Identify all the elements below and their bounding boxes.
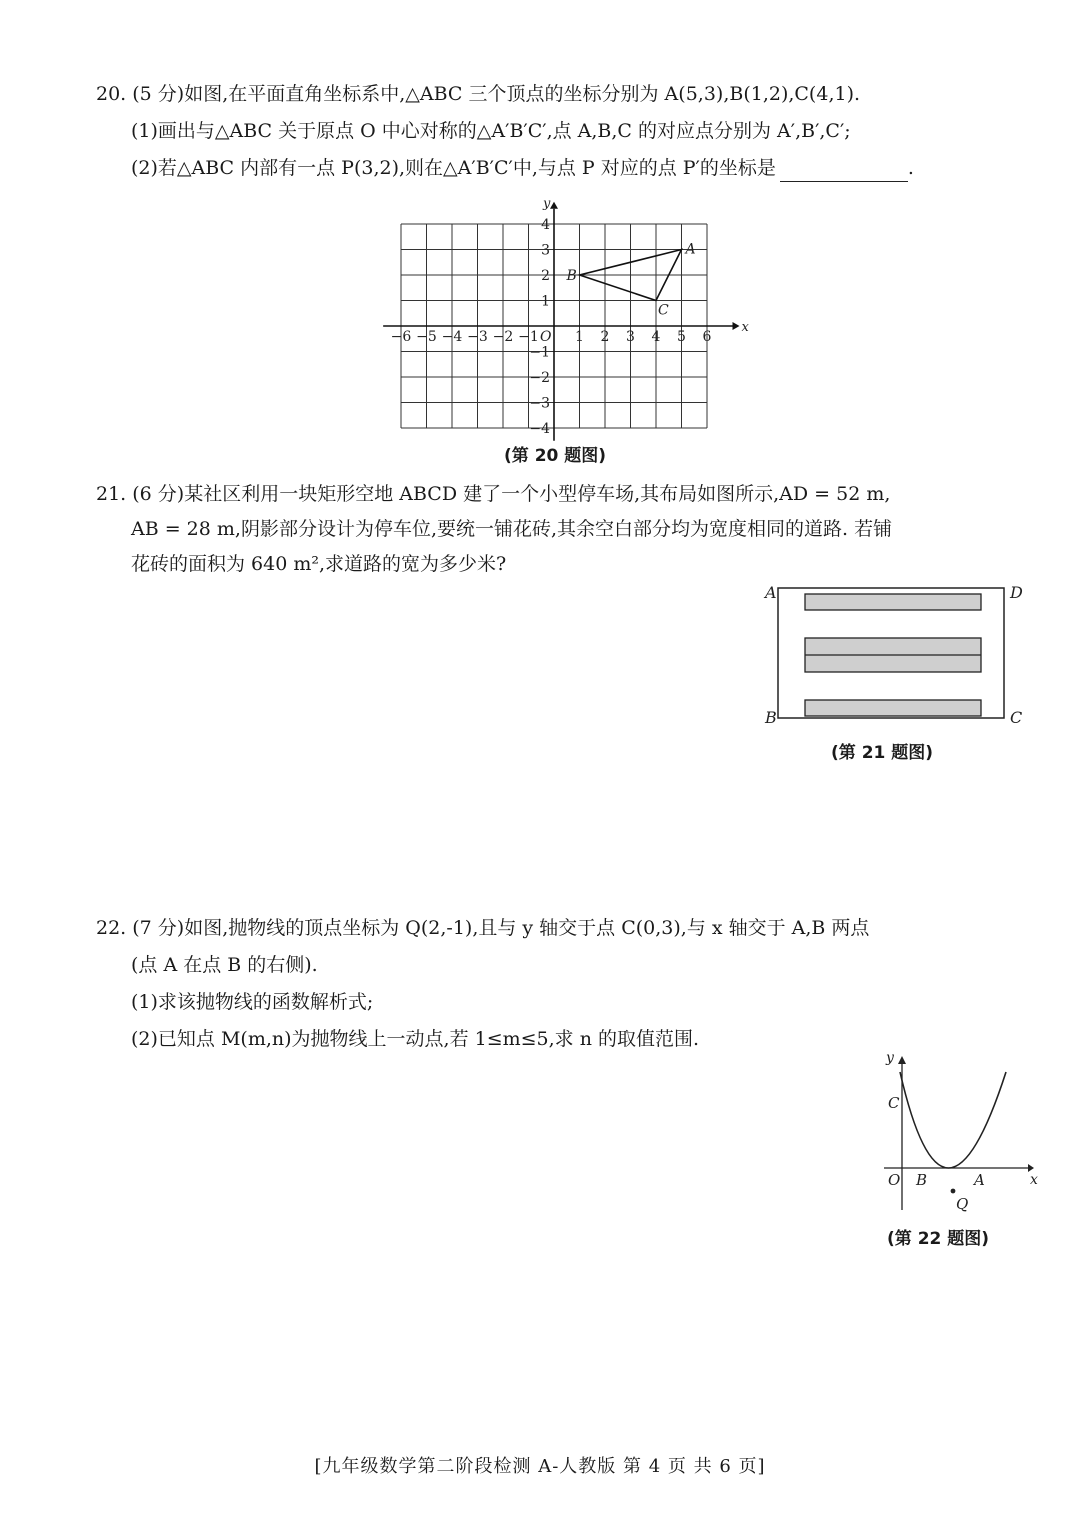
q22-line-3: (1)求该抛物线的函数解析式; (131, 991, 374, 1013)
y-tick-label: 2 (541, 268, 550, 284)
y-tick-label: 3 (541, 242, 550, 259)
vertex-Q-dot (951, 1189, 956, 1194)
label-B: B (916, 1171, 928, 1189)
label-O: O (888, 1171, 901, 1189)
label-x: x (1030, 1172, 1038, 1188)
y-tick-label: 4 (541, 217, 550, 233)
label-D: D (1010, 583, 1023, 602)
y-tick-label: −1 (529, 344, 550, 361)
q21-line-1: 21. (6 分)某社区利用一块矩形空地 ABCD 建了一个小型停车场,其布局如图所示,AD = 52 m, (96, 483, 891, 505)
q20-line-1: 20. (5 分)如图,在平面直角坐标系中,△ABC 三个顶点的坐标分别为 A(5,3),B(1,2),C(4,1). (96, 83, 861, 105)
label-A: A (765, 583, 777, 602)
q22-line-1: 22. (7 分)如图,抛物线的顶点坐标为 Q(2,-1),且与 y 轴交于点 C(0,3),与 x 轴交于 A,B 两点 (96, 917, 870, 939)
y-tick-label: −2 (529, 370, 550, 386)
y-axis-label: y (543, 196, 551, 212)
x-axis-label: x (741, 320, 749, 335)
y-axis-arrow (898, 1056, 906, 1064)
label-C: C (1010, 708, 1023, 727)
y-tick-label: 1 (541, 293, 550, 310)
x-tick-label: −4 (441, 329, 463, 345)
answer-blank (780, 161, 908, 182)
label-C: C (888, 1094, 900, 1112)
q21-caption: (第 21 题图) (831, 743, 934, 763)
q20-caption: (第 20 题图) (504, 446, 607, 466)
x-tick-label: 5 (677, 329, 686, 345)
origin-label: O (540, 329, 552, 345)
parabola-curve (900, 1072, 1006, 1168)
label-B: B (765, 708, 777, 727)
x-tick-label: −3 (467, 329, 488, 345)
x-tick-label: −1 (518, 329, 539, 345)
x-tick-label: 3 (626, 329, 635, 345)
x-tick-label: −6 (390, 329, 412, 345)
parking-row-top (805, 594, 981, 610)
q21-parking-figure (760, 580, 1040, 730)
page-footer: [九年级数学第二阶段检测 A-人教版 第 4 页 共 6 页] (314, 1456, 766, 1477)
q21-line-2: AB = 28 m,阴影部分设计为停车位,要统一铺花砖,其余空白部分均为宽度相同的道路. 若铺 (131, 518, 893, 540)
x-tick-label: 2 (600, 329, 610, 345)
y-tick-label: −3 (529, 395, 550, 412)
q22-parabola-figure (878, 1050, 1038, 1220)
y-tick-label: −4 (529, 421, 550, 437)
parking-row-bottom (805, 700, 981, 716)
x-tick-label: −5 (416, 329, 437, 345)
label-y: y (886, 1050, 894, 1066)
vertex-label-C: C (658, 302, 669, 319)
y-axis-arrow (550, 202, 558, 209)
label-Q: Q (956, 1195, 969, 1213)
x-tick-label: −2 (492, 329, 514, 345)
q20-grid-figure (380, 190, 760, 440)
vertex-label-A: A (685, 241, 696, 258)
x-tick-label: 6 (702, 329, 712, 345)
q22-caption: (第 22 题图) (887, 1229, 990, 1249)
x-axis-arrow (1028, 1164, 1034, 1172)
q20-line-3-text: (2)若△ABC 内部有一点 P(3,2),则在△A′B′C′中,与点 P 对应的点 P′的坐标是 (131, 157, 776, 179)
q20-line-3-end: . (907, 157, 914, 179)
q22-line-4: (2)已知点 M(m,n)为抛物线上一动点,若 1≤m≤5,求 n 的取值范围. (131, 1028, 700, 1050)
x-axis-arrow (733, 322, 740, 330)
q20-line-2: (1)画出与△ABC 关于原点 O 中心对称的△A′B′C′,点 A,B,C 的对应点分别为 A′,B′,C′; (131, 120, 851, 142)
x-tick-label: 4 (651, 329, 661, 345)
x-tick-label: 1 (575, 329, 584, 345)
q21-line-3: 花砖的面积为 640 m²,求道路的宽为多少米? (131, 553, 507, 575)
q22-line-2: (点 A 在点 B 的右侧). (131, 954, 318, 976)
vertex-label-B: B (566, 268, 577, 284)
label-A: A (974, 1171, 985, 1189)
q20-line-3 (131, 154, 914, 182)
